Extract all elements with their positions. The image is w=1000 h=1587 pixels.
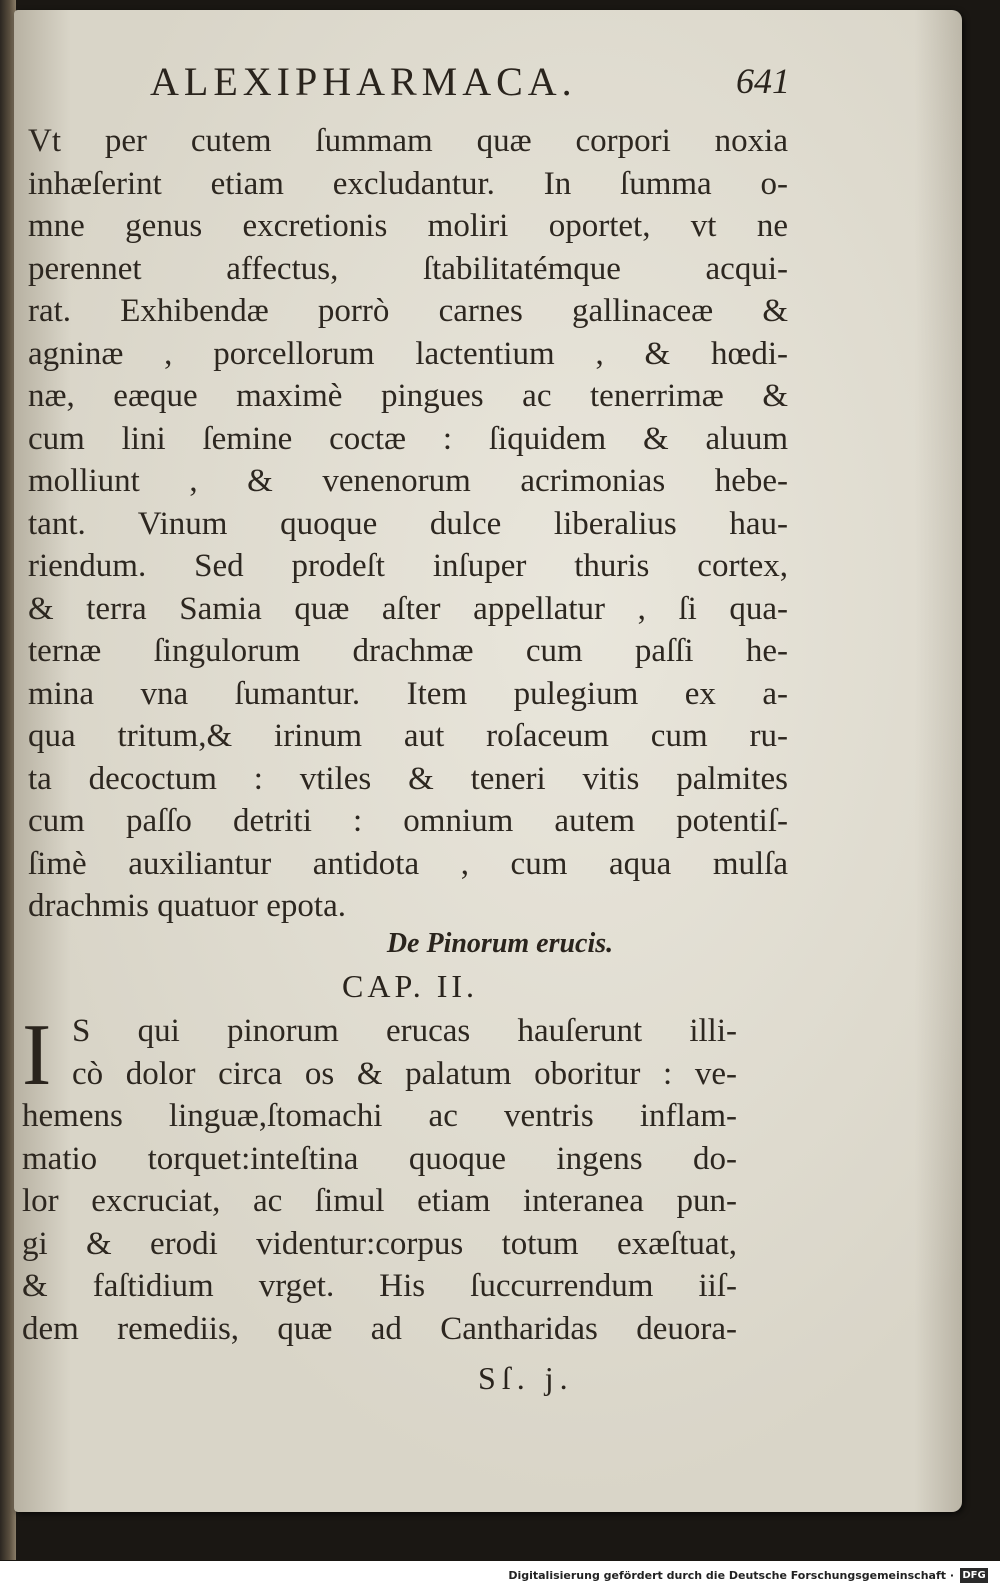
funding-credit: Digitalisierung gefördert durch die Deutsche Forschungsgemeinschaft · bbox=[508, 1569, 954, 1582]
chapter-title: CAP. II. bbox=[341, 968, 478, 1004]
page-header bbox=[150, 58, 790, 108]
running-title: ALEXIPHARMACA. bbox=[150, 59, 577, 104]
text-line: ta decoctum : vtiles & teneri vitis palmites bbox=[28, 760, 788, 797]
chapter-line: & faſtidium vrget. His ſuccurrendum iiſ- bbox=[22, 1268, 737, 1304]
text-line: Vt per cutem ſummam quæ corpori noxia bbox=[28, 123, 788, 159]
text-line: ternæ ſingulorum drachmæ cum paſſi he- bbox=[28, 633, 788, 669]
text-line: næ, eæque maximè pingues ac tenerrimæ & bbox=[28, 378, 788, 414]
chapter-line: gi & erodi videntur:corpus totum exæſtuat, bbox=[22, 1225, 737, 1262]
text-line: drachmis quatuor epota. bbox=[28, 888, 346, 924]
chapter-line: hemens linguæ,ſtomachi ac ventris inflam- bbox=[22, 1098, 737, 1134]
dfg-logo: DFG bbox=[960, 1568, 988, 1583]
text-line: rat. Exhibendæ porrò carnes gallinaceæ & bbox=[28, 293, 788, 329]
drop-cap: I bbox=[22, 1007, 52, 1104]
footer-bar bbox=[0, 1561, 1000, 1587]
chapter-body bbox=[22, 1007, 737, 1350]
text-line: mina vna ſumantur. Item pulegium ex a- bbox=[28, 675, 788, 712]
section-title: De Pinorum erucis. bbox=[386, 928, 614, 959]
text-line: cum paſſo detriti : omnium autem potentiſ- bbox=[28, 803, 788, 839]
text-line: qua tritum,& irinum aut roſaceum cum ru- bbox=[28, 718, 788, 754]
chapter-line: S qui pinorum erucas hauſerunt illi- bbox=[72, 1013, 737, 1049]
chapter-line: lor excruciat, ac ſimul etiam interanea pun- bbox=[22, 1183, 737, 1219]
text-line: tant. Vinum quoque dulce liberalius hau- bbox=[28, 505, 788, 542]
text-line: agninæ , porcellorum lactentium , & hœdi- bbox=[28, 335, 788, 372]
text-line: molliunt , & venenorum acrimonias hebe- bbox=[28, 463, 788, 499]
text-line: ſimè auxiliantur antidota , cum aqua mulſa bbox=[28, 845, 788, 882]
text-line: & terra Samia quæ aſter appellatur , ſi qua- bbox=[28, 590, 788, 627]
chapter-line: cò dolor circa os & palatum oboritur : ve- bbox=[72, 1055, 737, 1092]
text-line: mne genus excretionis moliri oportet, vt ne bbox=[28, 208, 788, 244]
text-line: perennet affectus, ſtabilitatémque acqui- bbox=[28, 250, 788, 287]
chapter-line: dem remediis, quæ ad Cantharidas deuora- bbox=[22, 1310, 737, 1347]
text-line: riendum. Sed prodeſt inſuper thuris cortex, bbox=[28, 548, 788, 584]
text-line: inhæſerint etiam excludantur. In ſumma o- bbox=[28, 165, 788, 202]
page-number: 641 bbox=[736, 61, 790, 101]
chapter-line: matio torquet:inteſtina quoque ingens do- bbox=[22, 1140, 737, 1177]
body-text bbox=[28, 120, 788, 928]
text-line: cum lini ſemine coctæ : ſiquidem & aluum bbox=[28, 420, 788, 457]
signature-mark: Sſ. j. bbox=[478, 1360, 574, 1396]
